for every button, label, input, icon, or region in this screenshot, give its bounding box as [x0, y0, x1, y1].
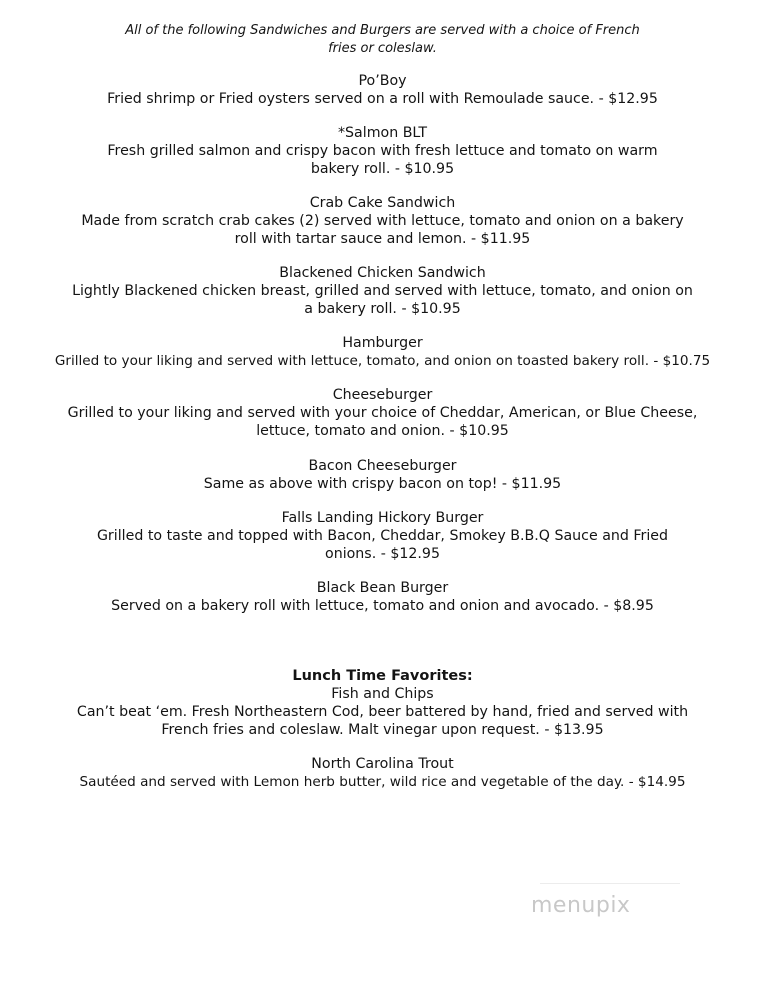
item-description: Grilled to your liking and served with lettuce, tomato, and onion on toasted bakery roll. - $10.75: [54, 353, 711, 369]
item-name: *Salmon BLT: [337, 125, 428, 141]
lunch-section-heading: Lunch Time Favorites:: [292, 668, 473, 684]
intro-note: [0, 22, 765, 58]
item-description: Served on a bakery roll with lettuce, tomato and onion and avocado. - $8.95: [111, 598, 654, 614]
menu-item-black-bean-burger: [0, 579, 765, 615]
item-name: Black Bean Burger: [316, 580, 449, 596]
item-name: Hamburger: [342, 335, 423, 351]
item-name: Cheeseburger: [332, 387, 433, 403]
item-name: Fish and Chips: [331, 686, 434, 702]
menu-item-north-carolina-trout: [0, 755, 765, 791]
menu-item-blackened-chicken-sandwich: [0, 264, 765, 318]
menu-item-hamburger: [0, 334, 765, 370]
item-name: Crab Cake Sandwich: [309, 195, 456, 211]
item-description: Lightly Blackened chicken breast, grilled and served with lettuce, tomato, and onion on a bakery roll. - $10.95: [72, 283, 693, 317]
item-description: Fried shrimp or Fried oysters served on a roll with Remoulade sauce. - $12.95: [107, 91, 658, 107]
menu-item-poboy: [0, 72, 765, 108]
menu-item-bacon-cheeseburger: [0, 457, 765, 493]
item-description: Grilled to your liking and served with your choice of Cheddar, American, or Blue Cheese, lettuce, tomato and onion. - $10.95: [67, 405, 698, 439]
intro-line-2: fries or coleslaw.: [328, 41, 437, 56]
item-description: Grilled to taste and topped with Bacon, Cheddar, Smokey B.B.Q Sauce and Fried onions. - $12.95: [96, 528, 669, 562]
menu-item-falls-landing-hickory-burger: [0, 509, 765, 563]
menu-item-salmon-blt: [0, 124, 765, 178]
item-description: Same as above with crispy bacon on top! - $11.95: [203, 476, 562, 492]
item-name: Falls Landing Hickory Burger: [281, 510, 484, 526]
menupix-watermark: menupix: [531, 893, 631, 918]
menu-item-cheeseburger: [0, 386, 765, 440]
item-name: Bacon Cheeseburger: [308, 458, 457, 474]
item-description: Can’t beat ‘em. Fresh Northeastern Cod, beer battered by hand, fried and served with French fries and coleslaw. Malt vinegar upon request. - $13.95: [76, 704, 689, 738]
item-description: Fresh grilled salmon and crispy bacon with fresh lettuce and tomato on warm bakery roll. - $10.95: [107, 143, 658, 177]
intro-line-1: All of the following Sandwiches and Burgers are served with a choice of French: [125, 23, 640, 38]
item-description: Made from scratch crab cakes (2) served with lettuce, tomato and onion on a bakery roll with tartar sauce and lemon. - $11.95: [81, 213, 684, 247]
item-description: Sautéed and served with Lemon herb butter, wild rice and vegetable of the day. - $14.95: [79, 774, 686, 790]
menu-item-crab-cake-sandwich: [0, 194, 765, 248]
menu-item-fish-and-chips: [0, 685, 765, 739]
item-name: Po’Boy: [358, 73, 407, 89]
item-name: North Carolina Trout: [311, 756, 454, 772]
watermark-rule: [540, 883, 680, 884]
item-name: Blackened Chicken Sandwich: [279, 265, 486, 281]
